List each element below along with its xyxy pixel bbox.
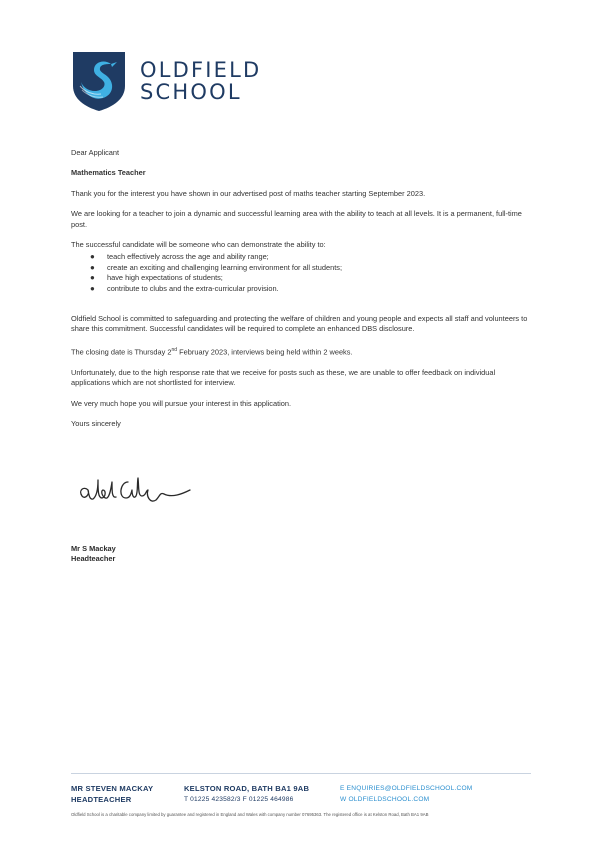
school-wordmark <box>140 59 261 103</box>
requirements-list <box>71 252 531 294</box>
footer-contact <box>184 783 309 805</box>
list-item: ● create an exciting and challenging learning environment for all students; <box>90 262 343 272</box>
footer-email: E ENQUIRIES@OLDFIELDSCHOOL.COM <box>340 785 473 792</box>
wordmark-line1: OLDFIELD <box>140 58 262 82</box>
paragraph-closing-date: The closing date is Thursday 2nd February 2023, interviews being held within 2 weeks. <box>71 346 353 357</box>
footer-legal-text: Oldfield School is a charitable company limited by guarantee and registered in England and Wales with company number 07695363. The registered office is at Kelston Road, Bath BA1 9AB <box>71 812 429 817</box>
paragraph-3-intro: The successful candidate will be someone who can demonstrate the ability to: <box>71 240 326 250</box>
swan-crest-icon <box>71 50 127 112</box>
footer-phones: T 01225 423582/3 F 01225 464986 <box>184 796 294 803</box>
paragraph-2: We are looking for a teacher to join a dynamic and successful learning area with the ability to teach at all levels. It is a permanent, full-time post. <box>71 209 522 229</box>
footer-address: KELSTON ROAD, BATH BA1 9AB <box>184 784 310 793</box>
school-logo <box>71 50 261 112</box>
list-item: ● teach effectively across the age and ability range; <box>90 252 269 262</box>
footer-online <box>340 783 473 805</box>
handwritten-signature <box>76 466 206 514</box>
footer-headteacher <box>71 783 153 805</box>
footer-divider <box>71 773 531 774</box>
paragraph-1: Thank you for the interest you have shown in our advertised post of maths teacher starting September 2023. <box>71 188 426 198</box>
signatory-name: Mr S Mackay <box>71 544 116 553</box>
signatory-block <box>71 544 116 564</box>
subject-line: Mathematics Teacher <box>71 168 146 178</box>
list-item: ● contribute to clubs and the extra-curricular provision. <box>90 283 279 293</box>
footer-head-title: HEADTEACHER <box>71 795 132 804</box>
salutation: Dear Applicant <box>71 148 120 157</box>
letter-body <box>71 148 531 439</box>
list-item: ● have high expectations of students; <box>90 273 223 283</box>
valediction: Yours sincerely <box>71 418 121 428</box>
wordmark-line2: SCHOOL <box>140 80 242 104</box>
paragraph-safeguarding: Oldfield School is committed to safeguarding and protecting the welfare of children and young people and expects all staff and volunteers to share this commitment. Successful candidates will be required to complete an enhanced DBS disclosure. <box>71 314 528 334</box>
footer-head-name: MR STEVEN MACKAY <box>71 784 154 793</box>
paragraph-feedback: Unfortunately, due to the high response rate that we receive for posts such as these, we are unable to offer feedback on individual applications which are not shortlisted for interview. <box>71 367 496 388</box>
footer-web: W OLDFIELDSCHOOL.COM <box>340 796 430 803</box>
paragraph-hope: We very much hope you will pursue your interest in this application. <box>71 398 292 408</box>
signatory-title: Headteacher <box>71 554 116 563</box>
